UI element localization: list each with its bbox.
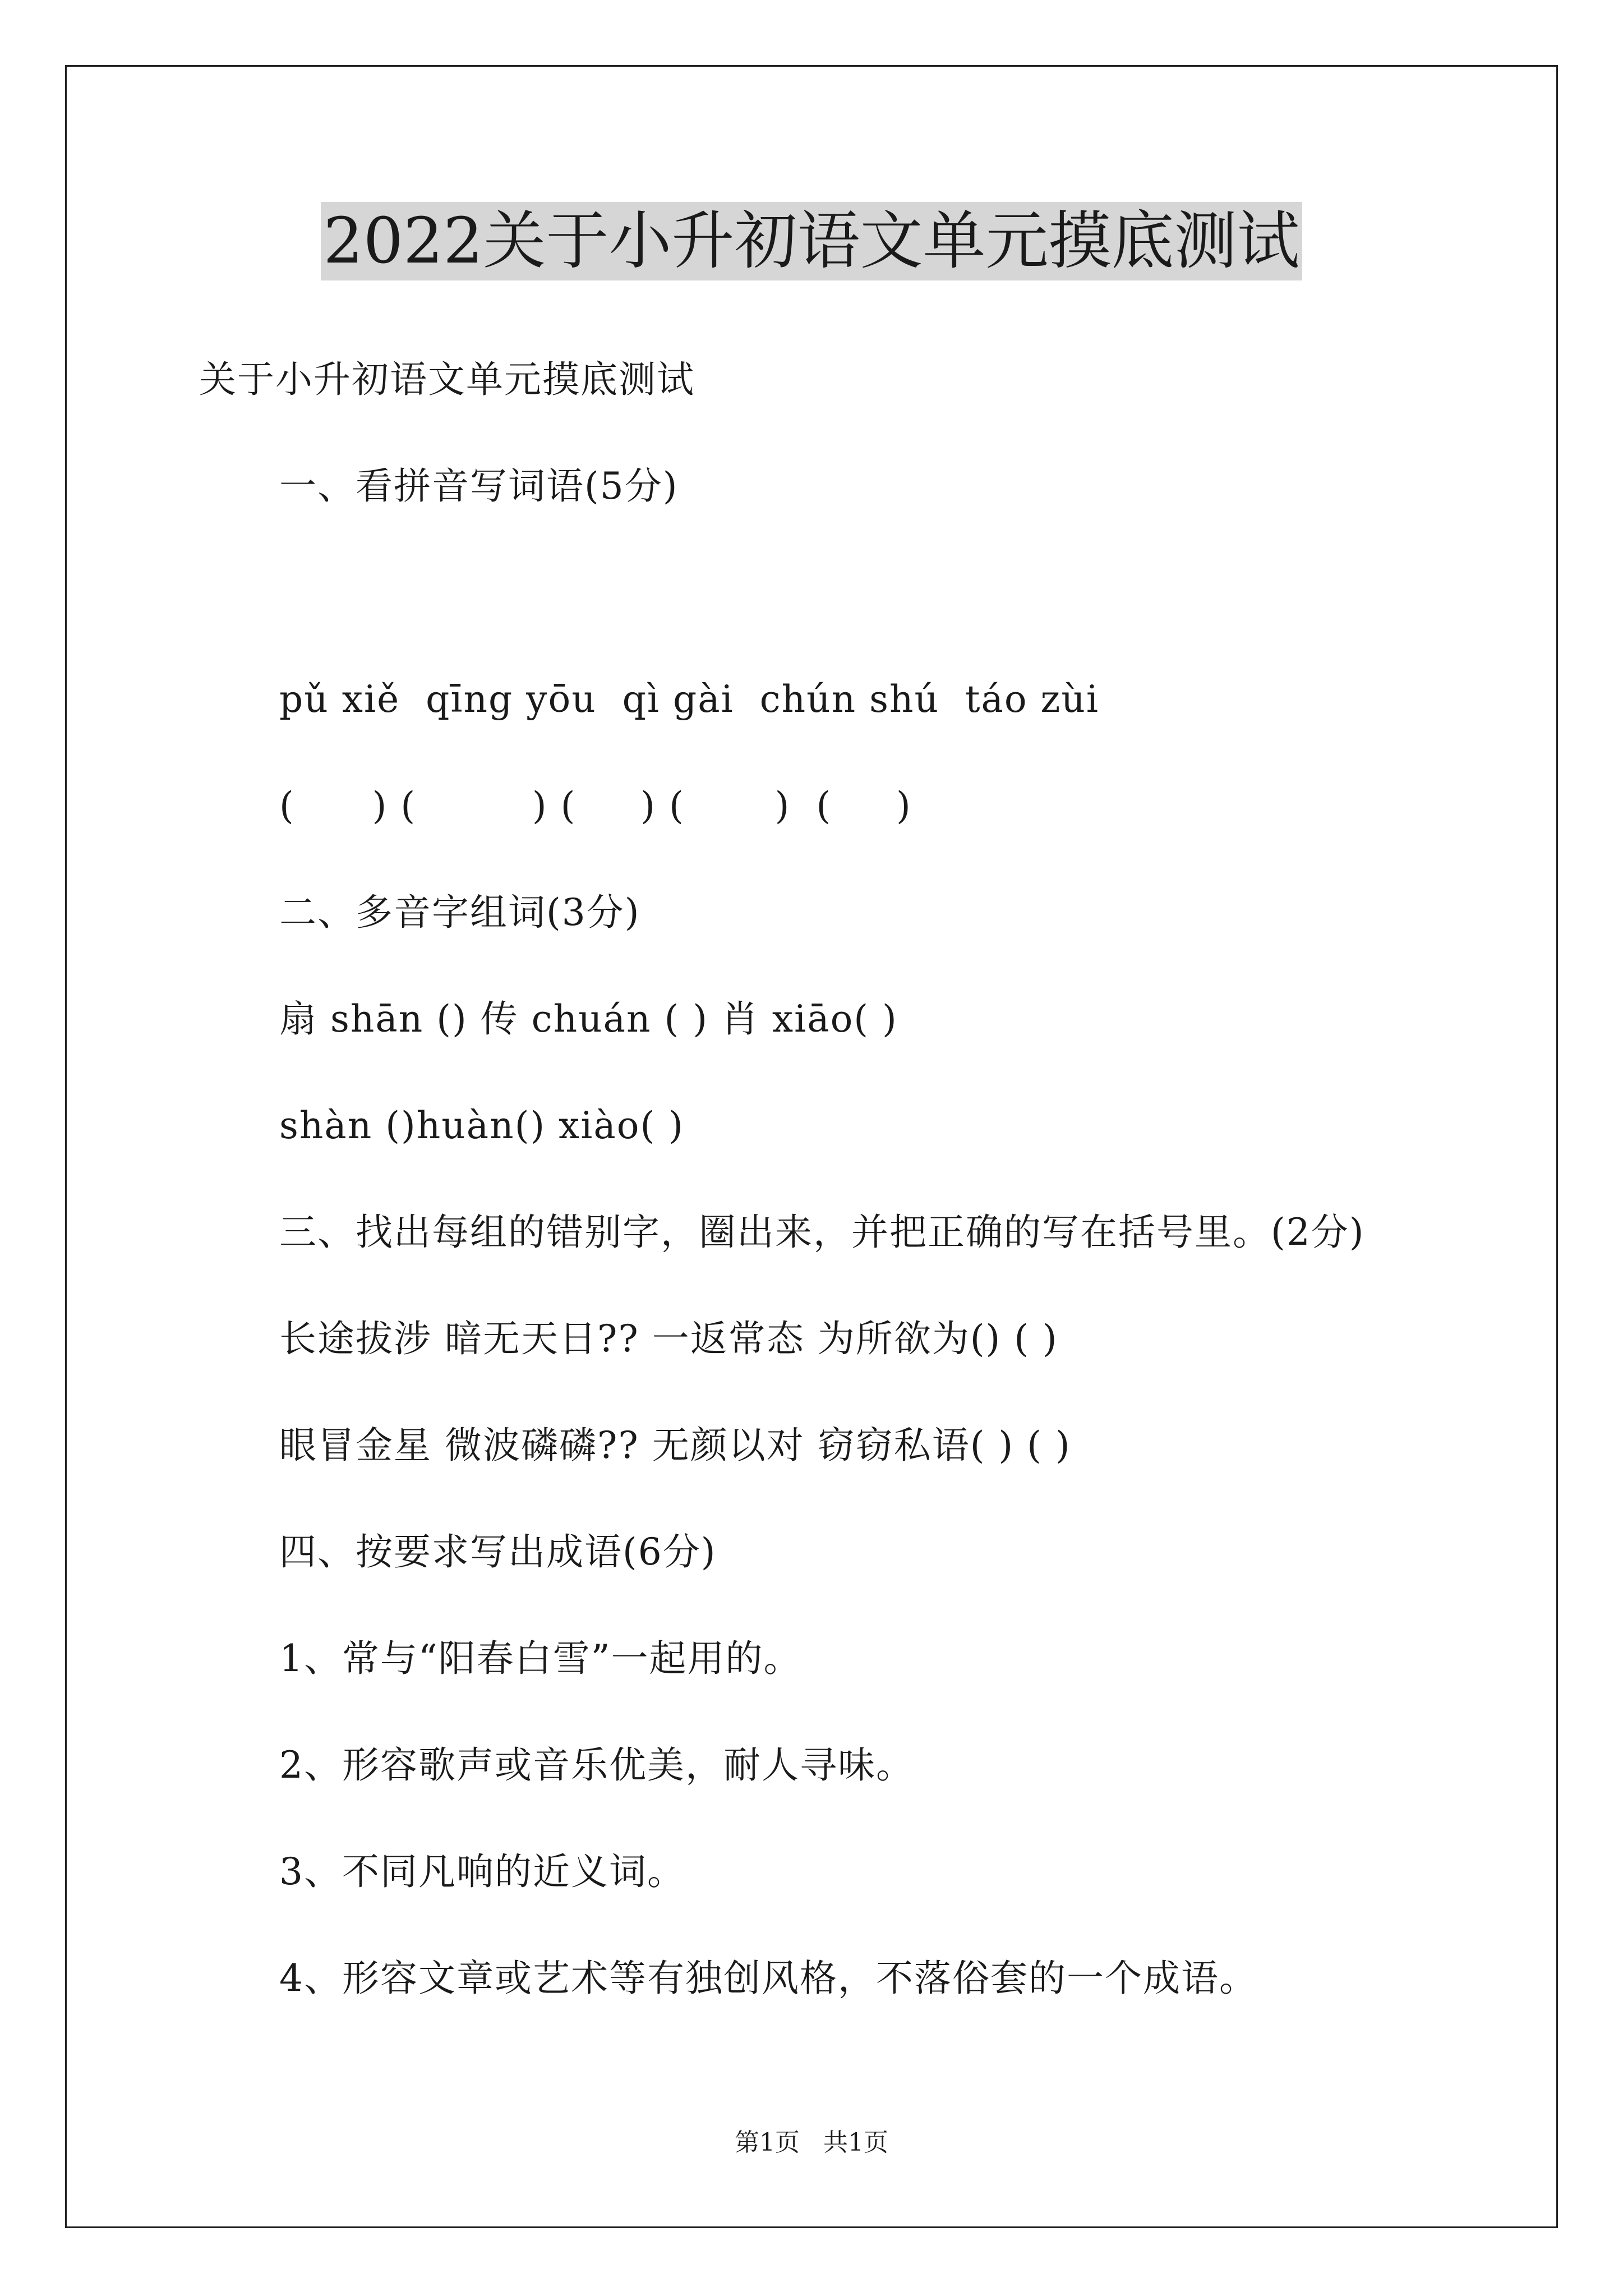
polyphone-row-1: 扇 shān () 传 chuán ( ) 肖 xiāo( )	[279, 997, 898, 1041]
section-4-heading: 四、按要求写出成语(6分)	[279, 1530, 717, 1573]
document-title-container	[0, 202, 1623, 280]
typo-row-2: 眼冒金星 微波磷磷?? 无颜以对 窃窃私语( ) ( )	[279, 1424, 1071, 1467]
document-title: 2022关于小升初语文单元摸底测试	[321, 202, 1302, 280]
section-2-heading: 二、多音字组词(3分)	[279, 891, 640, 934]
page-number-footer: 第1页 共1页	[735, 2128, 888, 2157]
question-4: 4、形容文章或艺术等有独创风格，不落俗套的一个成语。	[279, 1957, 1257, 2000]
section-1-heading: 一、看拼音写词语(5分)	[279, 464, 679, 508]
document-subtitle: 关于小升初语文单元摸底测试	[199, 358, 695, 401]
section-3-heading: 三、找出每组的错别字，圈出来，并把正确的写在括号里。(2分)	[279, 1211, 1365, 1254]
pinyin-row: pǔ xiě qīng yōu qì gài chún shú táo zùi	[279, 678, 1099, 721]
question-1: 1、常与“阳春白雪”一起用的。	[279, 1637, 802, 1680]
question-2: 2、形容歌声或音乐优美，耐人寻味。	[279, 1743, 914, 1787]
answer-brackets-row: ( ) ( ) ( ) ( ) ( )	[279, 784, 912, 827]
polyphone-row-2: shàn ()huàn() xiào( )	[279, 1104, 684, 1147]
question-3: 3、不同凡响的近义词。	[279, 1850, 685, 1893]
typo-row-1: 长途拔涉 暗无天日?? 一返常态 为所欲为() ( )	[279, 1317, 1058, 1360]
